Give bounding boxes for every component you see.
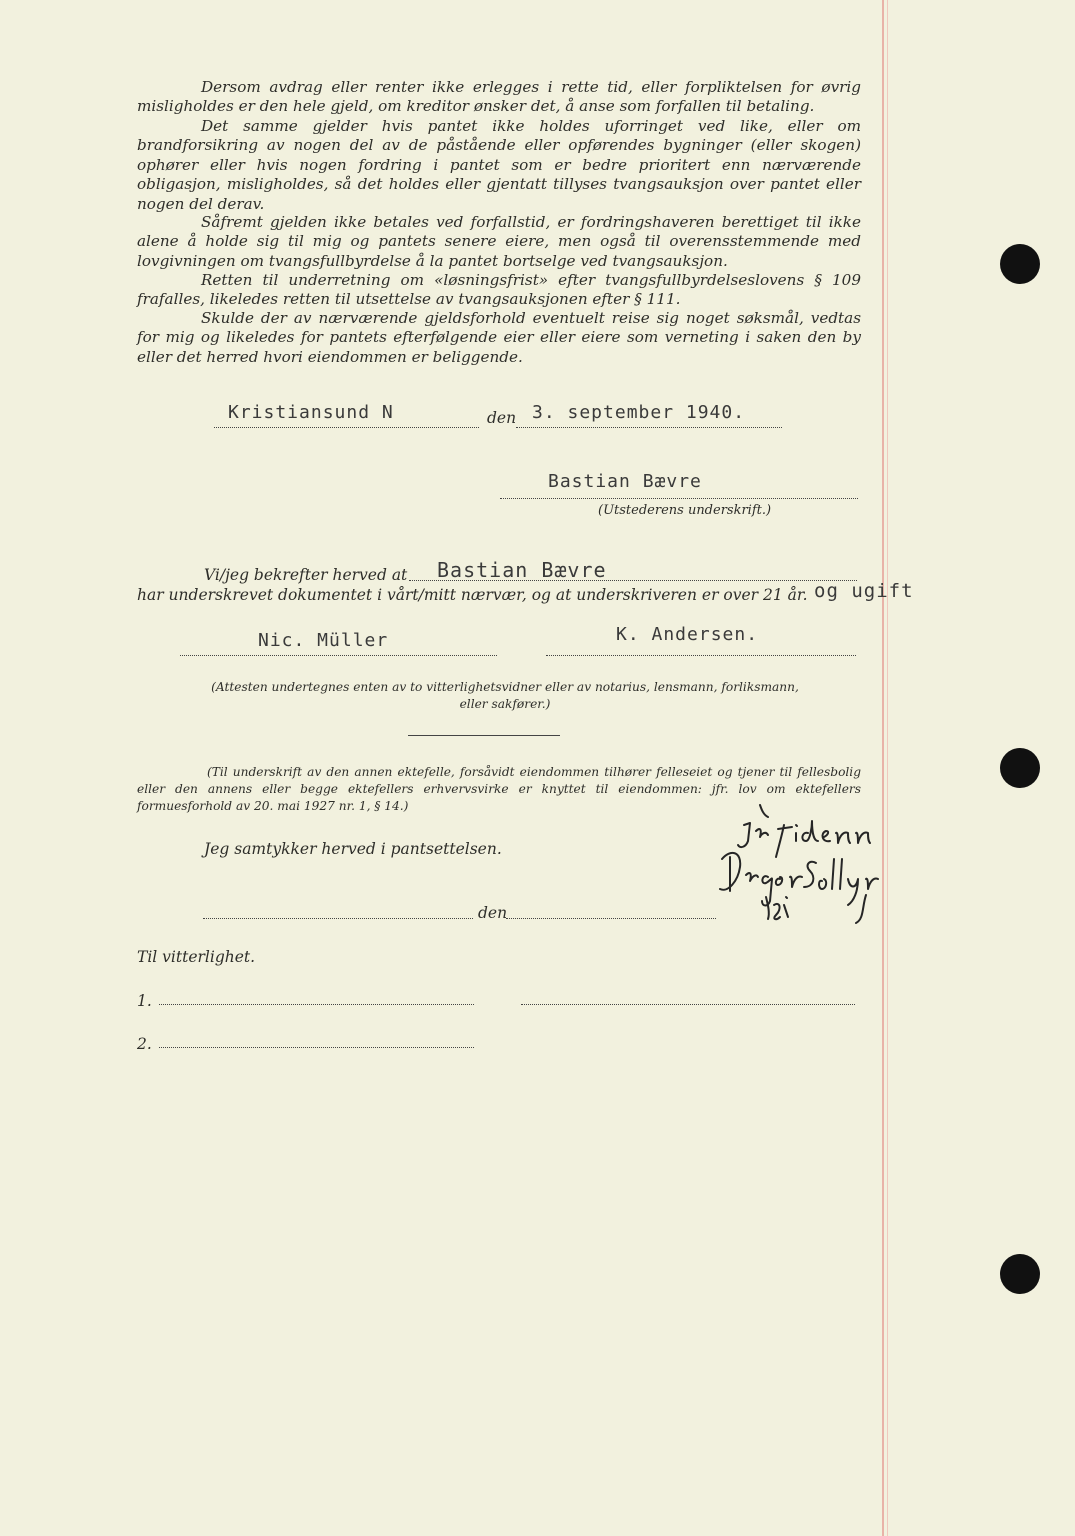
- terms-paragraph-default: Dersom avdrag eller renter ikke erlegges i rette tid, eller forpliktelsen for øvrig misligholdes er den hele gjeld, om kreditor ønsker det, å anse som forfallen til betaling.: [137, 78, 861, 116]
- attestation-note: (Attesten undertegnes enten av to vitterlighetsvidner eller av notarius, lensmann, forliksmann, eller sakfører.): [211, 680, 799, 711]
- date-line: [516, 427, 782, 428]
- separator-rule: [408, 735, 560, 736]
- attestation-statement: har underskrevet dokumentet i vårt/mitt nærvær, og at underskriveren er over 21 år.: [137, 586, 808, 604]
- witness-entry-line-2: [159, 1047, 474, 1048]
- spouse-note: (Til underskrift av den annen ektefelle, forsåvidt eiendommen tilhører felleseiet og tjener til fellesbolig eller den annens eller begge ektefellers erhvervsvirke er knyttet til eiendommen: jfr. lov om ektefellers formuesforhold av 20. mai 1927 nr. 1, § 14.): [137, 765, 861, 813]
- margin-rule-secondary: [887, 0, 888, 1536]
- margin-rule: [882, 0, 884, 1536]
- attestation-addition: og ugift: [814, 580, 914, 602]
- attestation-name: Bastian Bævre: [437, 558, 607, 582]
- witness-line-1: [180, 655, 497, 656]
- attestation-prefix: Vi/jeg bekrefter herved at: [204, 566, 408, 584]
- witness-line-2: [546, 655, 856, 656]
- witness-section-title: Til vitterlighet.: [137, 948, 256, 966]
- terms-paragraph-venue: Skulde der av nærværende gjeldsforhold eventuelt reise sig noget søksmål, vedtas for mig og likeledes for pantets efterfølgende eier eller eiere som verneting i saken den by eller det herred hvori eiendommen er beliggende.: [137, 309, 861, 366]
- terms-paragraph-maturity: Såfremt gjelden ikke betales ved forfallstid, er fordringshaveren berettiget til ikke alene å holde sig til mig og pantets senere eiere, men også til overensstemmende med lovgivningen om tvangsfullbyrdelse å la pantet bortselge ved tvangsauksjon.: [137, 213, 861, 270]
- terms-paragraph-notice: Retten til underretning om «løsningsfrist» efter tvangsfullbyrdelseslovens § 109 frafalles, likeledes retten til utsettelse av tvangsauksjonen efter § 111.: [137, 271, 861, 309]
- witness-entry-line-1a: [159, 1004, 474, 1005]
- date-value: 3. september 1940.: [532, 402, 746, 423]
- witness-signature-1: Nic. Müller: [258, 630, 389, 651]
- issuer-signature-line: [500, 498, 858, 499]
- place-line: [214, 427, 479, 428]
- issuer-signature: Bastian Bævre: [548, 471, 702, 492]
- terms-paragraph-collateral: Det samme gjelder hvis pantet ikke holdes uforringet ved like, eller om brandforsikring av nogen del av de påstående eller opførendes bygninger (eller skogen) ophører eller hvis nogen fordring i pantet som er bedre prioritert enn nærværende obligasjon, misligholdes, så det holdes eller gjentatt tillyses tvangsauksjon over pantet eller nogen del derav.: [137, 117, 861, 213]
- witness-number-2: 2.: [137, 1035, 152, 1053]
- issuer-signature-caption: (Utstederens underskrift.): [598, 503, 772, 518]
- witness-number-1: 1.: [137, 992, 152, 1010]
- spouse-consent-text: Jeg samtykker herved i pantsettelsen.: [204, 840, 502, 858]
- date-den-label: den: [487, 409, 517, 427]
- punch-hole-top: [1000, 244, 1040, 284]
- punch-hole-middle: [1000, 748, 1040, 788]
- witness-signature-2: K. Andersen.: [616, 624, 759, 645]
- place-value: Kristiansund N: [228, 402, 394, 423]
- spouse-den-label: den: [478, 904, 508, 922]
- spouse-date-line: [506, 918, 716, 919]
- witness-entry-line-1b: [521, 1004, 855, 1005]
- handwritten-spouse-signature: [716, 797, 886, 927]
- punch-hole-bottom: [1000, 1254, 1040, 1294]
- spouse-place-line: [203, 918, 473, 919]
